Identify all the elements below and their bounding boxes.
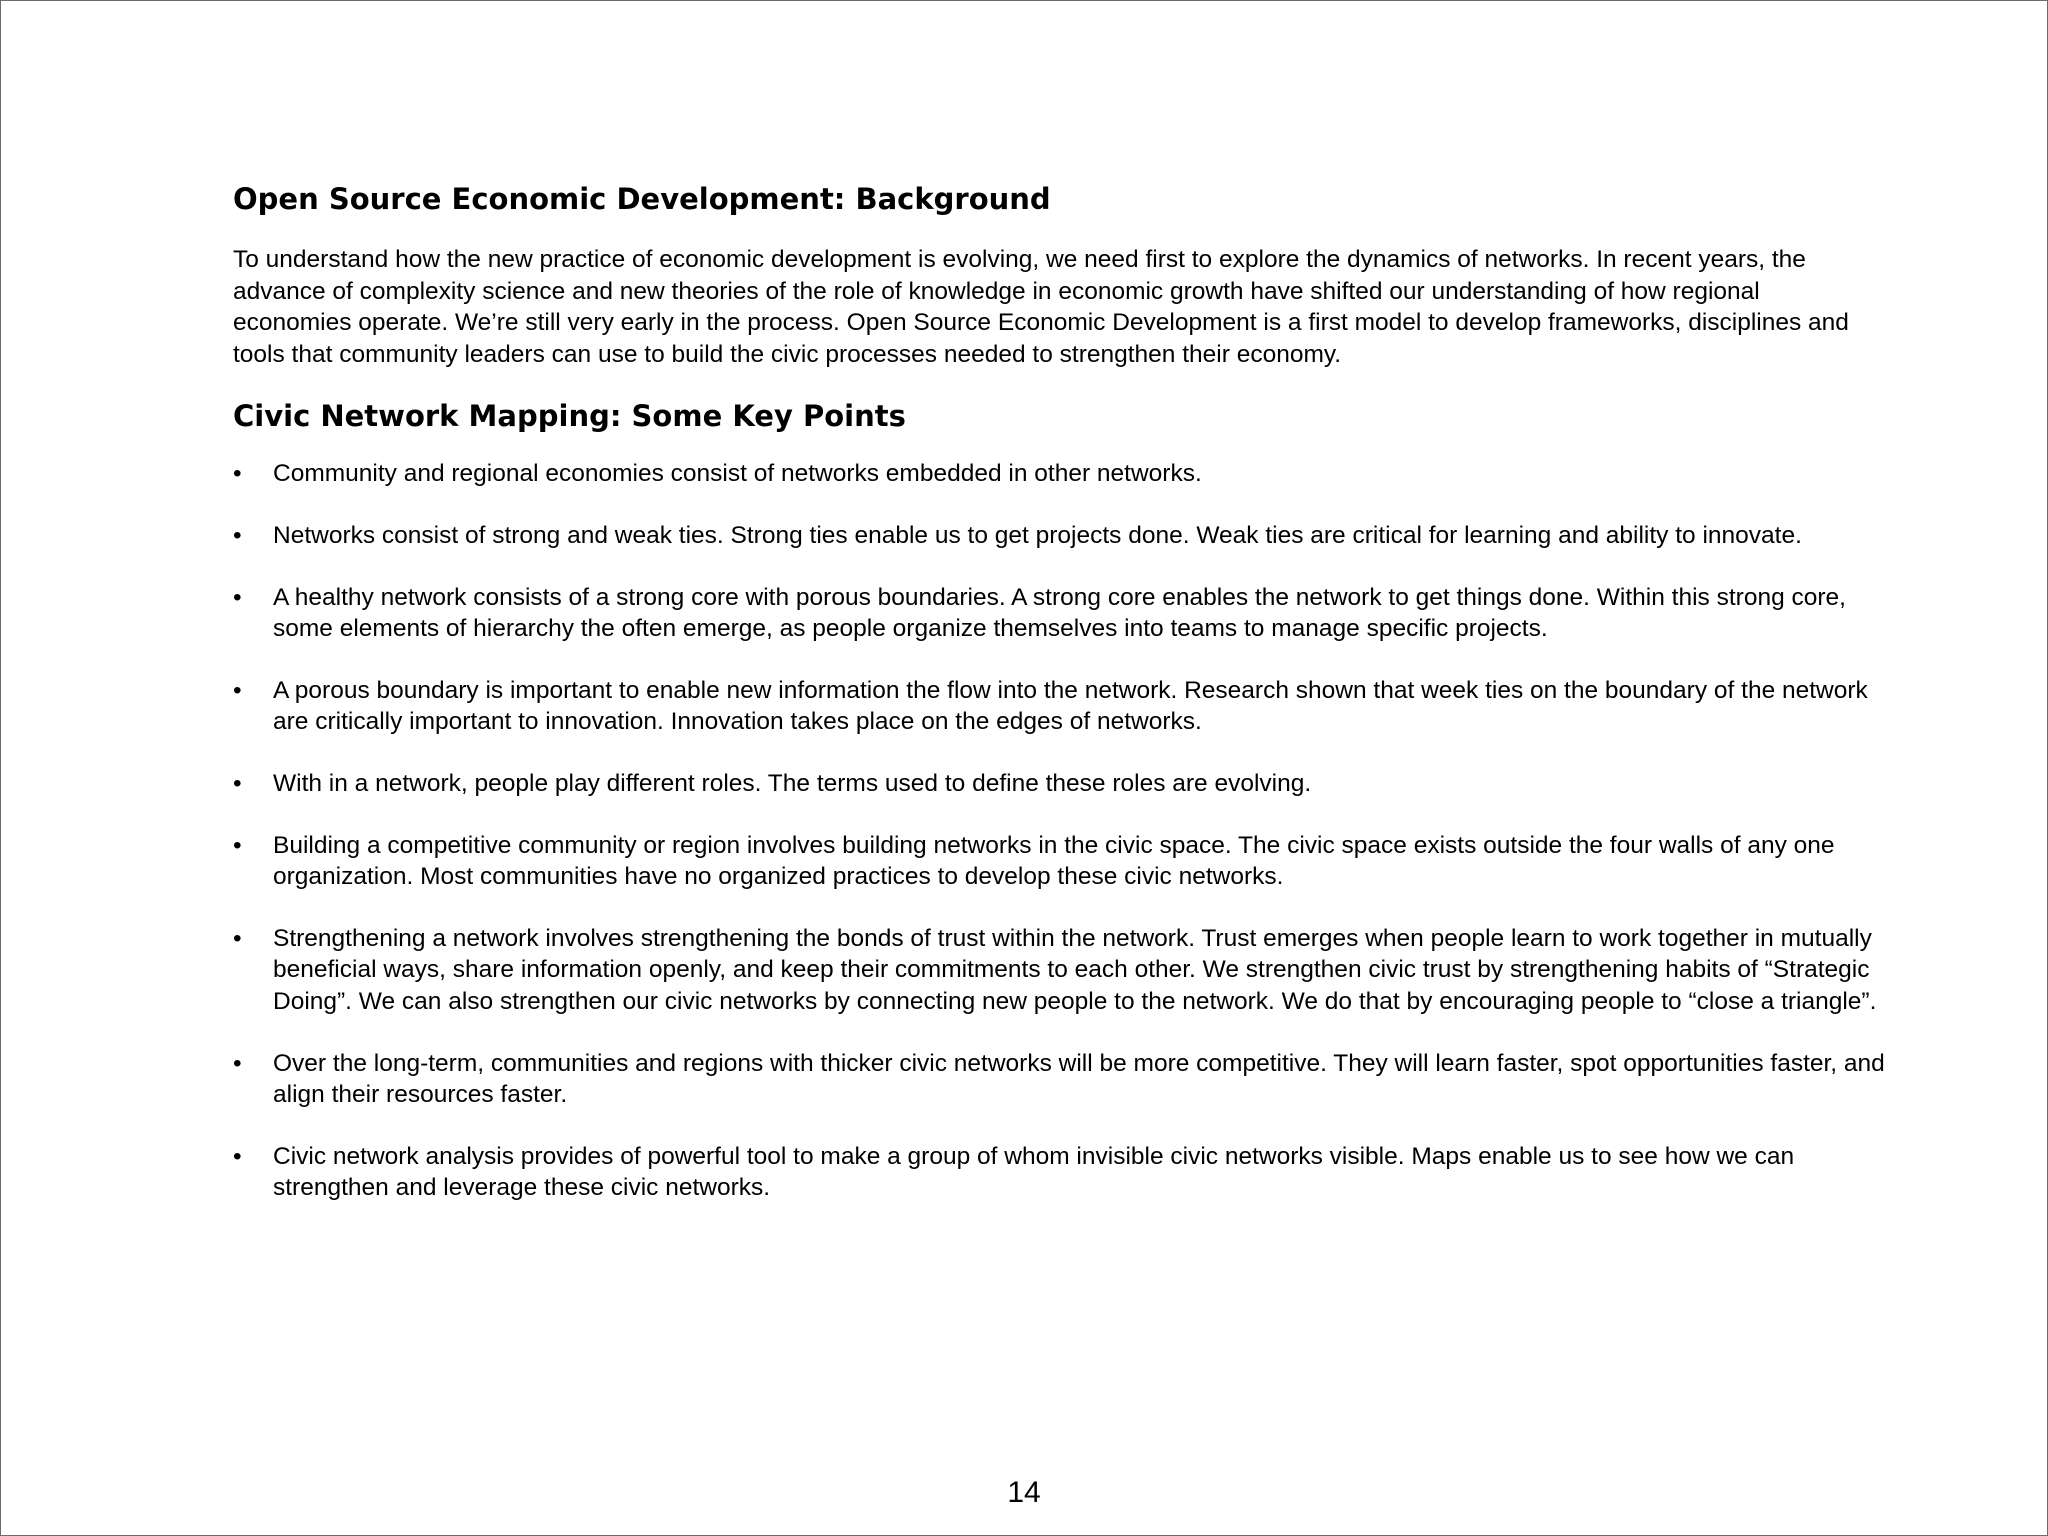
list-item bbox=[233, 582, 1893, 645]
bullet-icon: • bbox=[233, 460, 242, 488]
heading-background: Open Source Economic Development: Background bbox=[233, 182, 1051, 216]
bullet-icon: • bbox=[233, 924, 242, 952]
bullet-icon: • bbox=[233, 676, 242, 704]
bullet-icon: • bbox=[233, 1142, 242, 1170]
list-item-text: A porous boundary is important to enable new information the flow into the network. Research shown that week ties on the boundary of the network are critically important to innovation. Innovation takes place on the edges of networks. bbox=[273, 676, 1868, 736]
bullet-icon: • bbox=[233, 831, 242, 859]
list-item bbox=[233, 675, 1893, 738]
bullet-icon: • bbox=[233, 583, 242, 611]
list-item bbox=[233, 520, 1893, 552]
list-item-text: Community and regional economies consist of networks embedded in other networks. bbox=[273, 460, 1202, 488]
list-item-text: Civic network analysis provides of powerful tool to make a group of whom invisible civic networks visible. Maps enable us to see how we can strengthen and leverage these civic networks. bbox=[273, 1142, 1795, 1202]
list-item-text: A healthy network consists of a strong core with porous boundaries. A strong core enables the network to get things done. Within this strong core, some elements of hierarchy the often emerge, as people organize themselves into teams to manage specific projects. bbox=[273, 583, 1846, 643]
intro-paragraph: To understand how the new practice of economic development is evolving, we need first to explore the dynamics of networks. In recent years, the advance of complexity science and new theories of the role of knowledge in economic growth have shifted our understanding of how regional economies operate. We’re still very early in the process. Open Source Economic Development is a first model to develop frameworks, disciplines and tools that community leaders can use to build the civic processes needed to strengthen their economy. bbox=[233, 246, 1849, 368]
list-item bbox=[233, 923, 1893, 1018]
page-content bbox=[233, 179, 1885, 1234]
bullet-icon: • bbox=[233, 769, 242, 797]
list-item-text: Building a competitive community or region involves building networks in the civic space. The civic space exists outside the four walls of any one organization. Most communities have no organized practices to develop these civic networks. bbox=[273, 831, 1835, 891]
list-item bbox=[233, 1048, 1893, 1111]
list-item bbox=[233, 830, 1893, 893]
bullet-icon: • bbox=[233, 1049, 242, 1077]
list-item-text: With in a network, people play different roles. The terms used to define these roles are evolving. bbox=[273, 769, 1312, 797]
key-points-list bbox=[233, 458, 1885, 1204]
list-item-text: Over the long-term, communities and regions with thicker civic networks will be more competitive. They will learn faster, spot opportunities faster, and align their resources faster. bbox=[273, 1049, 1885, 1109]
list-item-text: Networks consist of strong and weak ties. Strong ties enable us to get projects done. Weak ties are critical for learning and ability to innovate. bbox=[273, 521, 1802, 549]
heading-key-points: Civic Network Mapping: Some Key Points bbox=[233, 399, 906, 434]
page-number: 14 bbox=[1007, 1476, 1041, 1509]
list-item bbox=[233, 1141, 1893, 1204]
list-item-text: Strengthening a network involves strengthening the bonds of trust within the network. Trust emerges when people learn to work together in mutually beneficial ways, share information openly, and keep their commitments to each other. We strengthen civic trust by strengthening habits of “Strategic Doing”. We can also strengthen our civic networks by connecting new people to the network. We do that by encouraging people to “close a triangle”. bbox=[273, 924, 1877, 1015]
list-item bbox=[233, 768, 1893, 800]
list-item bbox=[233, 458, 1893, 490]
bullet-icon: • bbox=[233, 521, 242, 549]
